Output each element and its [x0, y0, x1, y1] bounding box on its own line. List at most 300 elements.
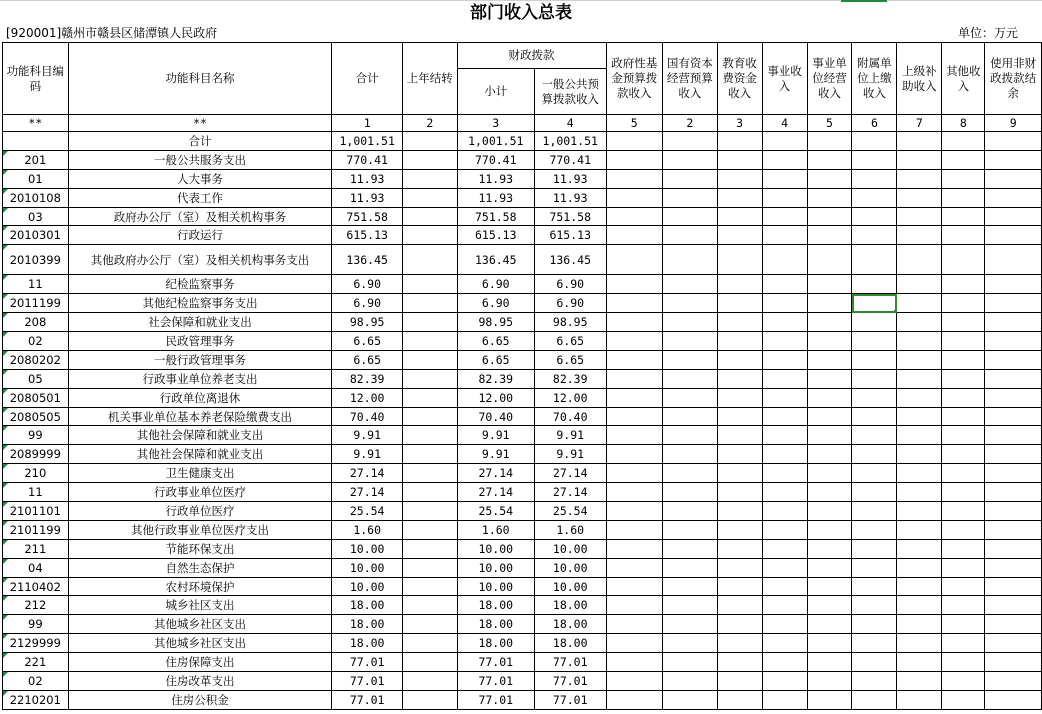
cell-total[interactable]: 18.00 — [332, 615, 403, 634]
cell-general[interactable]: 25.54 — [534, 502, 606, 521]
cell-edu[interactable] — [717, 558, 762, 577]
cell-total[interactable]: 615.13 — [332, 226, 403, 245]
cell-edu[interactable] — [717, 596, 762, 615]
cell-nonfiscal[interactable] — [985, 350, 1042, 369]
cell-fund[interactable] — [606, 634, 663, 653]
cell-upper[interactable] — [897, 245, 942, 275]
cell-fund[interactable] — [606, 245, 663, 275]
cell-subtotal[interactable]: 6.90 — [457, 294, 534, 313]
cell-nonfiscal[interactable] — [985, 502, 1042, 521]
cell-upper[interactable] — [897, 275, 942, 294]
cell-edu[interactable] — [717, 502, 762, 521]
cell-total[interactable]: 27.14 — [332, 464, 403, 483]
cell-subtotal[interactable]: 18.00 — [457, 596, 534, 615]
index-cell[interactable]: 9 — [985, 115, 1042, 132]
cell-biz[interactable] — [762, 464, 807, 483]
cell-edu[interactable] — [717, 169, 762, 188]
cell-soe[interactable] — [663, 388, 718, 407]
cell-code[interactable]: 2080202 — [3, 350, 69, 369]
header-nonfiscal[interactable]: 使用非财政拨款结余 — [985, 43, 1042, 115]
cell-other[interactable] — [942, 275, 985, 294]
cell-soe[interactable] — [663, 313, 718, 332]
cell-soe[interactable] — [663, 483, 718, 502]
cell-edu[interactable] — [717, 132, 762, 151]
cell-affil[interactable] — [852, 407, 897, 426]
cell-other[interactable] — [942, 350, 985, 369]
cell-edu[interactable] — [717, 577, 762, 596]
cell-nonfiscal[interactable] — [985, 483, 1042, 502]
cell-affil[interactable] — [852, 577, 897, 596]
cell-general[interactable]: 10.00 — [534, 558, 606, 577]
cell-code[interactable]: 2080501 — [3, 388, 69, 407]
cell-fund[interactable] — [606, 653, 663, 672]
cell-biz[interactable] — [762, 426, 807, 445]
cell-code[interactable]: 208 — [3, 313, 69, 332]
cell-biz[interactable] — [762, 169, 807, 188]
cell-general[interactable]: 6.90 — [534, 294, 606, 313]
cell-fund[interactable] — [606, 672, 663, 691]
cell-soe[interactable] — [663, 407, 718, 426]
cell-other[interactable] — [942, 577, 985, 596]
cell-name[interactable]: 其他政府办公厅（室）及相关机构事务支出 — [68, 245, 332, 275]
cell-other[interactable] — [942, 169, 985, 188]
index-cell[interactable]: 5 — [807, 115, 852, 132]
cell-fund[interactable] — [606, 294, 663, 313]
cell-code[interactable]: 221 — [3, 653, 69, 672]
cell-other[interactable] — [942, 520, 985, 539]
index-cell[interactable]: 1 — [332, 115, 403, 132]
cell-biz-op[interactable] — [807, 502, 852, 521]
cell-name[interactable]: 住房保障支出 — [68, 653, 332, 672]
cell-subtotal[interactable]: 77.01 — [457, 690, 534, 709]
cell-nonfiscal[interactable] — [985, 369, 1042, 388]
cell-upper[interactable] — [897, 596, 942, 615]
cell-name[interactable]: 行政事业单位医疗 — [68, 483, 332, 502]
cell-general[interactable]: 10.00 — [534, 577, 606, 596]
cell-general[interactable]: 9.91 — [534, 426, 606, 445]
cell-soe[interactable] — [663, 539, 718, 558]
cell-total[interactable]: 136.45 — [332, 245, 403, 275]
cell-code[interactable]: 2010108 — [3, 188, 69, 207]
cell-code[interactable]: 01 — [3, 169, 69, 188]
cell-name[interactable]: 行政运行 — [68, 226, 332, 245]
cell-fund[interactable] — [606, 226, 663, 245]
cell-code[interactable]: 2010399 — [3, 245, 69, 275]
cell-edu[interactable] — [717, 350, 762, 369]
cell-general[interactable]: 27.14 — [534, 464, 606, 483]
cell-subtotal[interactable]: 11.93 — [457, 188, 534, 207]
cell-general[interactable]: 98.95 — [534, 313, 606, 332]
header-fund[interactable]: 政府性基金预算拨款收入 — [606, 43, 663, 115]
cell-carryover[interactable] — [402, 188, 457, 207]
cell-name[interactable]: 城乡社区支出 — [68, 596, 332, 615]
cell-general[interactable]: 11.93 — [534, 188, 606, 207]
cell-general[interactable]: 11.93 — [534, 169, 606, 188]
cell-soe[interactable] — [663, 672, 718, 691]
index-cell[interactable]: 8 — [942, 115, 985, 132]
cell-upper[interactable] — [897, 672, 942, 691]
cell-carryover[interactable] — [402, 615, 457, 634]
cell-general[interactable]: 77.01 — [534, 653, 606, 672]
cell-biz-op[interactable] — [807, 313, 852, 332]
cell-upper[interactable] — [897, 558, 942, 577]
cell-total[interactable]: 1.60 — [332, 520, 403, 539]
cell-general[interactable]: 18.00 — [534, 596, 606, 615]
cell-code[interactable]: 2129999 — [3, 634, 69, 653]
header-general[interactable]: 一般公共预算拨款收入 — [534, 69, 606, 115]
cell-fund[interactable] — [606, 188, 663, 207]
cell-other[interactable] — [942, 188, 985, 207]
index-cell[interactable]: 7 — [897, 115, 942, 132]
cell-code[interactable]: 210 — [3, 464, 69, 483]
cell-edu[interactable] — [717, 672, 762, 691]
cell-affil[interactable] — [852, 464, 897, 483]
cell-nonfiscal[interactable] — [985, 332, 1042, 351]
cell-upper[interactable] — [897, 388, 942, 407]
cell-name[interactable]: 行政单位医疗 — [68, 502, 332, 521]
cell-general[interactable]: 751.58 — [534, 207, 606, 226]
cell-total[interactable]: 10.00 — [332, 577, 403, 596]
cell-biz[interactable] — [762, 275, 807, 294]
cell-fund[interactable] — [606, 388, 663, 407]
cell-general[interactable]: 70.40 — [534, 407, 606, 426]
cell-biz[interactable] — [762, 132, 807, 151]
cell-total[interactable]: 77.01 — [332, 653, 403, 672]
cell-affil[interactable] — [852, 502, 897, 521]
cell-carryover[interactable] — [402, 226, 457, 245]
cell-carryover[interactable] — [402, 596, 457, 615]
cell-nonfiscal[interactable] — [985, 672, 1042, 691]
cell-nonfiscal[interactable] — [985, 132, 1042, 151]
cell-code[interactable]: 2011199 — [3, 294, 69, 313]
cell-biz[interactable] — [762, 672, 807, 691]
cell-soe[interactable] — [663, 245, 718, 275]
cell-fund[interactable] — [606, 332, 663, 351]
cell-affil[interactable] — [852, 388, 897, 407]
cell-subtotal[interactable]: 9.91 — [457, 445, 534, 464]
cell-general[interactable]: 615.13 — [534, 226, 606, 245]
cell-soe[interactable] — [663, 132, 718, 151]
cell-nonfiscal[interactable] — [985, 388, 1042, 407]
cell-nonfiscal[interactable] — [985, 558, 1042, 577]
cell-name[interactable]: 卫生健康支出 — [68, 464, 332, 483]
cell-code[interactable]: 02 — [3, 332, 69, 351]
cell-fund[interactable] — [606, 558, 663, 577]
cell-biz[interactable] — [762, 520, 807, 539]
cell-fund[interactable] — [606, 350, 663, 369]
cell-carryover[interactable] — [402, 502, 457, 521]
cell-general[interactable]: 6.65 — [534, 350, 606, 369]
cell-soe[interactable] — [663, 502, 718, 521]
cell-carryover[interactable] — [402, 207, 457, 226]
cell-total[interactable]: 6.90 — [332, 275, 403, 294]
cell-nonfiscal[interactable] — [985, 188, 1042, 207]
cell-name[interactable]: 政府办公厅（室）及相关机构事务 — [68, 207, 332, 226]
cell-upper[interactable] — [897, 169, 942, 188]
cell-fund[interactable] — [606, 275, 663, 294]
cell-total[interactable]: 70.40 — [332, 407, 403, 426]
cell-biz[interactable] — [762, 690, 807, 709]
header-edu[interactable]: 教育收费资金收入 — [717, 43, 762, 115]
cell-nonfiscal[interactable] — [985, 150, 1042, 169]
cell-upper[interactable] — [897, 577, 942, 596]
cell-edu[interactable] — [717, 150, 762, 169]
cell-subtotal[interactable]: 9.91 — [457, 426, 534, 445]
cell-subtotal[interactable]: 1,001.51 — [457, 132, 534, 151]
cell-carryover[interactable] — [402, 634, 457, 653]
cell-general[interactable]: 770.41 — [534, 150, 606, 169]
cell-biz[interactable] — [762, 388, 807, 407]
cell-nonfiscal[interactable] — [985, 407, 1042, 426]
cell-upper[interactable] — [897, 520, 942, 539]
cell-biz[interactable] — [762, 502, 807, 521]
cell-nonfiscal[interactable] — [985, 226, 1042, 245]
cell-edu[interactable] — [717, 369, 762, 388]
cell-fund[interactable] — [606, 539, 663, 558]
cell-nonfiscal[interactable] — [985, 577, 1042, 596]
cell-code[interactable]: 11 — [3, 483, 69, 502]
cell-subtotal[interactable]: 6.90 — [457, 275, 534, 294]
cell-general[interactable]: 9.91 — [534, 445, 606, 464]
cell-fund[interactable] — [606, 464, 663, 483]
cell-total[interactable]: 12.00 — [332, 388, 403, 407]
cell-biz[interactable] — [762, 407, 807, 426]
cell-biz-op[interactable] — [807, 483, 852, 502]
cell-code[interactable]: 03 — [3, 207, 69, 226]
cell-other[interactable] — [942, 132, 985, 151]
cell-subtotal[interactable]: 770.41 — [457, 150, 534, 169]
cell-edu[interactable] — [717, 539, 762, 558]
cell-soe[interactable] — [663, 690, 718, 709]
cell-affil[interactable] — [852, 483, 897, 502]
cell-biz-op[interactable] — [807, 426, 852, 445]
cell-biz-op[interactable] — [807, 690, 852, 709]
cell-upper[interactable] — [897, 188, 942, 207]
cell-subtotal[interactable]: 10.00 — [457, 558, 534, 577]
cell-upper[interactable] — [897, 690, 942, 709]
cell-soe[interactable] — [663, 615, 718, 634]
cell-soe[interactable] — [663, 464, 718, 483]
cell-fund[interactable] — [606, 615, 663, 634]
cell-name[interactable]: 节能环保支出 — [68, 539, 332, 558]
cell-affil[interactable] — [852, 150, 897, 169]
index-cell[interactable]: 4 — [762, 115, 807, 132]
cell-edu[interactable] — [717, 690, 762, 709]
index-cell[interactable]: 2 — [663, 115, 718, 132]
cell-subtotal[interactable]: 18.00 — [457, 634, 534, 653]
cell-fund[interactable] — [606, 407, 663, 426]
header-affil[interactable]: 附属单位上缴收入 — [852, 43, 897, 115]
cell-name[interactable]: 社会保障和就业支出 — [68, 313, 332, 332]
cell-subtotal[interactable]: 11.93 — [457, 169, 534, 188]
cell-edu[interactable] — [717, 245, 762, 275]
cell-name[interactable]: 一般公共服务支出 — [68, 150, 332, 169]
cell-total[interactable]: 98.95 — [332, 313, 403, 332]
cell-subtotal[interactable]: 10.00 — [457, 539, 534, 558]
cell-upper[interactable] — [897, 132, 942, 151]
cell-upper[interactable] — [897, 350, 942, 369]
cell-other[interactable] — [942, 615, 985, 634]
cell-subtotal[interactable]: 27.14 — [457, 464, 534, 483]
cell-biz[interactable] — [762, 369, 807, 388]
cell-subtotal[interactable]: 6.65 — [457, 350, 534, 369]
cell-biz-op[interactable] — [807, 188, 852, 207]
index-cell[interactable]: ** — [68, 115, 332, 132]
cell-carryover[interactable] — [402, 445, 457, 464]
cell-upper[interactable] — [897, 502, 942, 521]
cell-other[interactable] — [942, 445, 985, 464]
cell-nonfiscal[interactable] — [985, 596, 1042, 615]
cell-fund[interactable] — [606, 596, 663, 615]
cell-carryover[interactable] — [402, 426, 457, 445]
cell-upper[interactable] — [897, 226, 942, 245]
cell-biz-op[interactable] — [807, 369, 852, 388]
cell-code[interactable]: 2210201 — [3, 690, 69, 709]
cell-other[interactable] — [942, 653, 985, 672]
cell-biz[interactable] — [762, 350, 807, 369]
cell-nonfiscal[interactable] — [985, 690, 1042, 709]
cell-affil[interactable] — [852, 426, 897, 445]
header-carryover[interactable]: 上年结转 — [402, 43, 457, 115]
cell-carryover[interactable] — [402, 350, 457, 369]
cell-soe[interactable] — [663, 577, 718, 596]
cell-subtotal[interactable]: 70.40 — [457, 407, 534, 426]
cell-upper[interactable] — [897, 207, 942, 226]
cell-edu[interactable] — [717, 332, 762, 351]
cell-other[interactable] — [942, 407, 985, 426]
cell-total[interactable]: 77.01 — [332, 672, 403, 691]
cell-edu[interactable] — [717, 294, 762, 313]
cell-biz[interactable] — [762, 634, 807, 653]
cell-name[interactable]: 自然生态保护 — [68, 558, 332, 577]
cell-biz-op[interactable] — [807, 294, 852, 313]
cell-edu[interactable] — [717, 388, 762, 407]
cell-general[interactable]: 12.00 — [534, 388, 606, 407]
cell-upper[interactable] — [897, 150, 942, 169]
cell-biz[interactable] — [762, 207, 807, 226]
cell-name[interactable]: 纪检监察事务 — [68, 275, 332, 294]
cell-other[interactable] — [942, 426, 985, 445]
cell-soe[interactable] — [663, 226, 718, 245]
index-cell[interactable]: 2 — [402, 115, 457, 132]
cell-upper[interactable] — [897, 445, 942, 464]
cell-upper[interactable] — [897, 332, 942, 351]
cell-fund[interactable] — [606, 483, 663, 502]
cell-biz-op[interactable] — [807, 520, 852, 539]
cell-general[interactable]: 136.45 — [534, 245, 606, 275]
cell-affil[interactable] — [852, 350, 897, 369]
cell-fund[interactable] — [606, 426, 663, 445]
cell-affil[interactable] — [852, 634, 897, 653]
cell-affil[interactable] — [852, 275, 897, 294]
cell-biz-op[interactable] — [807, 169, 852, 188]
cell-other[interactable] — [942, 294, 985, 313]
header-upper[interactable]: 上级补助收入 — [897, 43, 942, 115]
cell-nonfiscal[interactable] — [985, 426, 1042, 445]
cell-edu[interactable] — [717, 483, 762, 502]
cell-fund[interactable] — [606, 502, 663, 521]
cell-soe[interactable] — [663, 369, 718, 388]
cell-name[interactable]: 其他城乡社区支出 — [68, 634, 332, 653]
cell-carryover[interactable] — [402, 369, 457, 388]
cell-total[interactable]: 9.91 — [332, 445, 403, 464]
cell-other[interactable] — [942, 690, 985, 709]
cell-affil[interactable] — [852, 520, 897, 539]
cell-name[interactable]: 人大事务 — [68, 169, 332, 188]
header-other[interactable]: 其他收入 — [942, 43, 985, 115]
cell-total[interactable]: 82.39 — [332, 369, 403, 388]
cell-subtotal[interactable]: 136.45 — [457, 245, 534, 275]
cell-total[interactable]: 25.54 — [332, 502, 403, 521]
cell-name[interactable]: 行政事业单位养老支出 — [68, 369, 332, 388]
cell-name[interactable]: 其他社会保障和就业支出 — [68, 426, 332, 445]
cell-name[interactable]: 其他行政事业单位医疗支出 — [68, 520, 332, 539]
cell-subtotal[interactable]: 98.95 — [457, 313, 534, 332]
cell-name[interactable]: 住房改革支出 — [68, 672, 332, 691]
cell-code[interactable]: 212 — [3, 596, 69, 615]
cell-fund[interactable] — [606, 520, 663, 539]
cell-code[interactable]: 201 — [3, 150, 69, 169]
cell-name[interactable]: 合计 — [68, 132, 332, 151]
cell-soe[interactable] — [663, 596, 718, 615]
cell-biz-op[interactable] — [807, 332, 852, 351]
cell-affil[interactable] — [852, 369, 897, 388]
cell-edu[interactable] — [717, 445, 762, 464]
cell-soe[interactable] — [663, 169, 718, 188]
cell-other[interactable] — [942, 332, 985, 351]
cell-edu[interactable] — [717, 653, 762, 672]
cell-edu[interactable] — [717, 464, 762, 483]
cell-subtotal[interactable]: 615.13 — [457, 226, 534, 245]
cell-biz-op[interactable] — [807, 634, 852, 653]
cell-fund[interactable] — [606, 150, 663, 169]
cell-total[interactable]: 770.41 — [332, 150, 403, 169]
cell-name[interactable]: 机关事业单位基本养老保险缴费支出 — [68, 407, 332, 426]
cell-biz-op[interactable] — [807, 132, 852, 151]
cell-nonfiscal[interactable] — [985, 169, 1042, 188]
cell-biz-op[interactable] — [807, 350, 852, 369]
cell-carryover[interactable] — [402, 483, 457, 502]
cell-upper[interactable] — [897, 653, 942, 672]
cell-subtotal[interactable]: 12.00 — [457, 388, 534, 407]
cell-biz-op[interactable] — [807, 558, 852, 577]
cell-name[interactable]: 其他社会保障和就业支出 — [68, 445, 332, 464]
cell-nonfiscal[interactable] — [985, 445, 1042, 464]
cell-carryover[interactable] — [402, 577, 457, 596]
cell-biz[interactable] — [762, 226, 807, 245]
cell-edu[interactable] — [717, 615, 762, 634]
cell-general[interactable]: 1,001.51 — [534, 132, 606, 151]
cell-carryover[interactable] — [402, 150, 457, 169]
cell-carryover[interactable] — [402, 464, 457, 483]
cell-general[interactable]: 27.14 — [534, 483, 606, 502]
cell-biz[interactable] — [762, 245, 807, 275]
cell-soe[interactable] — [663, 653, 718, 672]
cell-edu[interactable] — [717, 520, 762, 539]
cell-upper[interactable] — [897, 483, 942, 502]
cell-code[interactable]: 2110402 — [3, 577, 69, 596]
cell-soe[interactable] — [663, 150, 718, 169]
cell-biz[interactable] — [762, 596, 807, 615]
cell-soe[interactable] — [663, 445, 718, 464]
cell-edu[interactable] — [717, 188, 762, 207]
cell-name[interactable]: 农村环境保护 — [68, 577, 332, 596]
index-cell[interactable]: 3 — [457, 115, 534, 132]
cell-soe[interactable] — [663, 294, 718, 313]
cell-other[interactable] — [942, 672, 985, 691]
cell-total[interactable]: 18.00 — [332, 634, 403, 653]
cell-other[interactable] — [942, 596, 985, 615]
